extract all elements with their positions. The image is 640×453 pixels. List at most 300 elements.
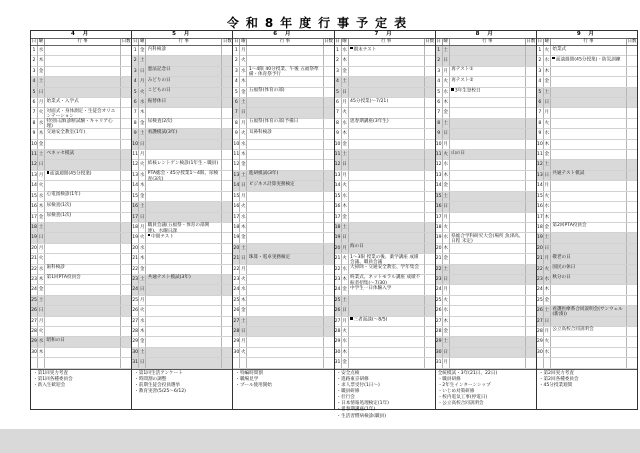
day-number-cell: 31 <box>132 358 139 368</box>
event-cell: 1〜3限 授業の後、薬学講座 成績会議、職員会議 <box>349 254 425 265</box>
weekday-cell: 火 <box>240 56 247 66</box>
day-row <box>132 275 232 285</box>
day-number-cell: 3 <box>132 67 139 77</box>
count-cell <box>425 213 435 223</box>
col-header-day: 日 <box>234 39 239 44</box>
event-cell <box>551 348 627 358</box>
event-cell <box>146 296 222 306</box>
weekday-cell: 月 <box>443 285 450 295</box>
event-cell <box>146 285 222 295</box>
day-number-cell: 18 <box>537 223 544 233</box>
day-row <box>132 223 232 233</box>
count-cell <box>222 129 232 139</box>
weekday-cell: 木 <box>342 129 349 139</box>
count-cell <box>222 181 232 191</box>
count-cell <box>526 213 536 223</box>
col-header-weekday: 曜 <box>38 39 44 44</box>
day-number-cell: 9 <box>335 129 342 139</box>
count-cell <box>627 296 637 306</box>
day-row <box>233 119 333 129</box>
count-cell <box>526 285 536 295</box>
day-number-cell: 11 <box>335 150 342 160</box>
weekday-cell: 水 <box>38 337 45 347</box>
day-number-cell: 11 <box>537 150 544 160</box>
day-row <box>335 202 435 212</box>
count-cell <box>324 181 334 191</box>
count-cell <box>526 223 536 233</box>
day-row <box>537 192 637 202</box>
day-row <box>132 46 232 56</box>
column-headers <box>537 39 637 46</box>
day-number-cell: 11 <box>31 150 38 160</box>
event-cell <box>146 56 222 66</box>
day-number-cell: 19 <box>436 233 443 244</box>
day-row <box>537 202 637 212</box>
event-cell <box>45 56 121 66</box>
col-header-day: 日 <box>537 39 543 44</box>
day-number-cell: 7 <box>537 108 544 118</box>
weekday-cell: 日 <box>38 233 45 243</box>
count-cell <box>627 108 637 118</box>
column-headers <box>233 39 333 46</box>
event-cell <box>247 317 323 327</box>
weekday-cell: 水 <box>342 337 349 347</box>
day-row <box>31 56 131 66</box>
event-cell <box>45 358 121 367</box>
day-number-cell: 31 <box>335 358 342 368</box>
event-cell: 歯科検診 <box>45 265 121 275</box>
weekday-cell: 月 <box>342 98 349 108</box>
event-cell <box>551 244 627 254</box>
weekday-cell: 水 <box>544 202 551 212</box>
event-cell <box>247 192 323 202</box>
day-number-cell: 25 <box>31 296 38 306</box>
day-number-cell: 8 <box>233 119 240 129</box>
day-row <box>233 150 333 160</box>
day-number-cell: 17 <box>132 213 139 223</box>
count-cell <box>222 285 232 295</box>
weekday-cell: 月 <box>240 337 247 347</box>
weekday-cell: 金 <box>544 223 551 233</box>
count-cell <box>627 98 637 108</box>
count-cell <box>425 358 435 368</box>
day-row <box>233 348 333 358</box>
count-cell <box>222 233 232 243</box>
day-row <box>233 296 333 306</box>
event-cell <box>551 119 627 129</box>
day-number-cell: 14 <box>537 181 544 191</box>
day-number-cell: 16 <box>132 202 139 212</box>
day-number-cell: 29 <box>31 337 38 347</box>
day-row <box>537 77 637 87</box>
weekday-cell: 金 <box>443 254 450 264</box>
weekday-cell: 火 <box>443 150 450 160</box>
count-cell <box>222 265 232 275</box>
day-row <box>537 244 637 254</box>
event-cell <box>247 348 323 358</box>
day-row <box>335 213 435 223</box>
event-cell: 3年生登校日 <box>450 88 526 98</box>
count-cell <box>324 223 334 233</box>
event-cell <box>450 348 526 358</box>
day-number-cell: 23 <box>537 275 544 285</box>
day-number-cell: 20 <box>537 244 544 254</box>
weekday-cell: 土 <box>443 119 450 129</box>
month-header: 6 月 <box>233 31 333 39</box>
count-cell <box>222 192 232 202</box>
count-cell <box>425 327 435 337</box>
weekday-cell: 月 <box>240 265 247 275</box>
count-cell <box>627 171 637 181</box>
day-number-cell: 1 <box>537 46 544 56</box>
day-row <box>233 129 333 139</box>
count-cell <box>526 233 536 244</box>
col-header-count: 日数 <box>425 39 435 44</box>
weekday-cell: 水 <box>139 317 146 327</box>
count-cell <box>526 192 536 202</box>
day-number-cell: 23 <box>436 275 443 285</box>
count-cell <box>526 56 536 66</box>
weekday-cell: 木 <box>38 275 45 285</box>
event-cell <box>45 296 121 306</box>
event-cell <box>551 317 627 327</box>
count-cell <box>324 296 334 306</box>
day-row <box>31 223 131 233</box>
day-row <box>233 202 333 212</box>
day-row <box>31 317 131 327</box>
day-number-cell: 2 <box>537 56 544 66</box>
count-cell <box>627 67 637 77</box>
event-cell <box>450 98 526 108</box>
weekday-cell: 火 <box>240 348 247 358</box>
day-row <box>132 119 232 129</box>
event-cell <box>551 213 627 223</box>
event-cell: 振替休日 <box>146 98 222 108</box>
day-row <box>436 56 536 66</box>
day-row <box>31 348 131 358</box>
weekday-cell: 火 <box>544 192 551 202</box>
count-cell <box>425 181 435 191</box>
day-row <box>335 150 435 160</box>
count-cell <box>222 337 232 347</box>
count-cell <box>526 46 536 56</box>
weekday-cell: 水 <box>38 265 45 275</box>
note-line: 全統模試・3年(21日、22日) <box>437 371 498 377</box>
day-row <box>233 192 333 202</box>
weekday-cell: 月 <box>342 171 349 181</box>
day-number-cell: 25 <box>132 296 139 306</box>
event-cell <box>45 88 121 98</box>
day-number-cell: 1 <box>31 46 38 56</box>
event-cell: 看護模試(3年) <box>146 129 222 139</box>
col-header-event: 行 事 <box>247 39 323 45</box>
event-cell: 進研模試(3年) <box>247 171 323 181</box>
day-row <box>537 275 637 285</box>
weekday-cell: 月 <box>240 46 247 56</box>
col-header-event: 行 事 <box>146 39 222 45</box>
event-cell: 五福祭(体育の部) <box>247 88 323 98</box>
day-row <box>132 327 232 337</box>
day-row <box>335 181 435 191</box>
event-cell <box>349 77 425 87</box>
day-row <box>537 171 637 181</box>
count-cell <box>121 129 131 139</box>
count-cell <box>425 160 435 170</box>
day-number-cell: 3 <box>335 67 342 77</box>
day-row <box>233 223 333 233</box>
day-number-cell: 13 <box>132 171 139 182</box>
event-cell <box>551 150 627 160</box>
day-row <box>335 337 435 347</box>
day-number-cell: 3 <box>537 67 544 77</box>
weekday-cell: 金 <box>342 213 349 223</box>
event-cell <box>247 46 323 56</box>
count-cell <box>324 306 334 316</box>
count-cell <box>627 150 637 160</box>
day-row <box>132 56 232 66</box>
event-cell: 秋分の日 <box>551 275 627 285</box>
day-row <box>31 88 131 98</box>
month-header: 4 月 <box>31 31 131 39</box>
day-row <box>335 140 435 150</box>
weekday-cell: 金 <box>38 67 45 77</box>
weekday-cell: 土 <box>38 77 45 87</box>
day-number-cell: 5 <box>31 88 38 98</box>
event-cell <box>349 181 425 191</box>
count-cell <box>121 56 131 66</box>
weekday-cell: 金 <box>443 327 450 337</box>
count-cell <box>425 306 435 316</box>
event-cell: 心電図検診(1年) <box>45 192 121 202</box>
day-number-cell: 17 <box>537 213 544 223</box>
day-number-cell: 4 <box>132 77 139 87</box>
weekday-cell <box>38 358 45 367</box>
event-cell: 山の日 <box>450 150 526 160</box>
day-number-cell: 28 <box>537 327 544 337</box>
weekday-cell: 木 <box>342 202 349 212</box>
count-cell <box>627 140 637 150</box>
event-cell <box>551 233 627 243</box>
weekday-cell: 日 <box>38 88 45 98</box>
day-number-cell: 21 <box>436 254 443 264</box>
day-number-cell: 15 <box>31 192 38 202</box>
count-cell <box>324 265 334 275</box>
day-row <box>132 306 232 316</box>
count-cell <box>222 77 232 87</box>
day-number-cell: 1 <box>233 46 240 56</box>
day-row <box>132 233 232 243</box>
weekday-cell: 水 <box>240 140 247 150</box>
event-cell: みどりの日 <box>146 77 222 87</box>
count-cell <box>526 108 536 118</box>
day-number-cell: 9 <box>537 129 544 139</box>
day-row <box>233 88 333 98</box>
day-number-cell: 10 <box>537 140 544 150</box>
multi-day-marker <box>148 234 151 237</box>
count-cell <box>627 88 637 98</box>
weekday-cell: 火 <box>544 265 551 275</box>
day-row <box>31 46 131 56</box>
weekday-cell: 火 <box>139 160 146 170</box>
day-row <box>537 150 637 160</box>
day-row <box>132 160 232 170</box>
day-number-cell: 28 <box>233 327 240 337</box>
weekday-cell: 水 <box>342 119 349 129</box>
weekday-cell: 木 <box>38 348 45 358</box>
day-row <box>436 77 536 87</box>
day-row <box>537 337 637 347</box>
count-cell <box>222 244 232 254</box>
count-cell <box>627 275 637 285</box>
day-row <box>31 171 131 181</box>
count-cell <box>121 192 131 202</box>
day-row <box>31 77 131 87</box>
weekday-cell: 日 <box>443 202 450 212</box>
day-row <box>233 140 333 150</box>
weekday-cell: 土 <box>38 296 45 306</box>
col-header-day: 日 <box>31 39 37 44</box>
count-cell <box>526 119 536 129</box>
day-row <box>436 98 536 108</box>
event-cell: 特別日課(診断試験・キャリア心理) <box>45 119 121 130</box>
event-cell <box>247 108 323 118</box>
count-cell <box>121 285 131 295</box>
count-cell <box>526 337 536 347</box>
event-cell <box>247 275 323 285</box>
day-row <box>436 108 536 118</box>
count-cell <box>627 244 637 254</box>
count-cell <box>526 160 536 170</box>
event-cell <box>450 171 526 181</box>
day-row <box>436 348 536 358</box>
note-line: ・公立高校合同説明会 <box>437 401 484 407</box>
day-row <box>233 358 333 368</box>
month-column-7 <box>334 31 436 419</box>
count-cell <box>425 192 435 202</box>
count-cell <box>526 77 536 87</box>
weekday-cell: 月 <box>240 192 247 202</box>
count-cell <box>121 265 131 275</box>
count-cell <box>324 140 334 150</box>
weekday-cell <box>544 358 551 367</box>
weekday-cell: 火 <box>342 108 349 118</box>
day-row <box>233 285 333 295</box>
weekday-cell: 土 <box>544 306 551 317</box>
day-number-cell: 9 <box>233 129 240 139</box>
day-number-cell: 17 <box>233 213 240 223</box>
day-row <box>31 358 131 368</box>
weekday-cell: 木 <box>240 77 247 87</box>
day-row <box>335 160 435 170</box>
event-cell <box>450 244 526 254</box>
day-number-cell: 26 <box>537 306 544 317</box>
event-cell <box>450 213 526 223</box>
event-cell <box>450 327 526 337</box>
event-cell <box>247 98 323 108</box>
day-row <box>436 192 536 202</box>
event-cell <box>450 181 526 191</box>
event-cell: 尿検査(2次) <box>146 119 222 129</box>
weekday-cell: 日 <box>240 108 247 118</box>
count-cell <box>222 67 232 77</box>
event-cell <box>247 296 323 306</box>
day-row <box>132 337 232 347</box>
event-cell: 面談週間(45分授業)・防災訓練 <box>551 56 627 66</box>
event-cell <box>349 192 425 202</box>
count-cell <box>121 213 131 223</box>
event-cell <box>45 181 121 191</box>
day-number-cell: 15 <box>537 192 544 202</box>
event-cell <box>247 327 323 337</box>
day-row <box>233 265 333 275</box>
count-cell <box>627 213 637 223</box>
day-row <box>31 160 131 170</box>
weekday-cell: 日 <box>240 254 247 264</box>
day-number-cell: 17 <box>31 213 38 223</box>
event-cell: 中間テスト <box>146 233 222 243</box>
weekday-cell: 日 <box>544 244 551 254</box>
weekday-cell: 木 <box>544 285 551 295</box>
weekday-cell: 水 <box>443 88 450 98</box>
day-number-cell: 15 <box>132 192 139 202</box>
day-number-cell: 29 <box>132 337 139 347</box>
day-number-cell: 27 <box>436 317 443 327</box>
day-row <box>132 98 232 108</box>
weekday-cell: 木 <box>240 296 247 306</box>
month-notes <box>537 369 637 409</box>
day-row <box>537 358 637 368</box>
weekday-cell: 木 <box>342 275 349 286</box>
weekday-cell: 日 <box>544 317 551 327</box>
weekday-cell: 日 <box>139 358 146 368</box>
weekday-cell: 水 <box>443 306 450 316</box>
event-cell <box>450 129 526 139</box>
event-cell <box>45 306 121 316</box>
day-row <box>335 77 435 87</box>
event-cell <box>551 98 627 108</box>
day-number-cell: 28 <box>436 327 443 337</box>
weekday-cell: 水 <box>443 233 450 244</box>
event-cell: 第2回PTA役員会 <box>551 223 627 233</box>
weekday-cell: 土 <box>443 192 450 202</box>
event-cell <box>247 337 323 347</box>
month-column-6 <box>233 31 334 409</box>
count-cell <box>526 129 536 139</box>
weekday-cell: 月 <box>38 171 45 181</box>
multi-day-marker <box>350 47 353 50</box>
day-number-cell: 27 <box>233 317 240 327</box>
weekday-cell: 金 <box>240 233 247 243</box>
day-row <box>335 108 435 118</box>
weekday-cell: 木 <box>443 244 450 254</box>
day-number-cell: 8 <box>132 119 139 129</box>
weekday-cell: 日 <box>240 327 247 337</box>
day-row <box>436 67 536 77</box>
month-column-9 <box>537 31 638 409</box>
event-cell <box>247 223 323 233</box>
day-row <box>436 129 536 139</box>
day-number-cell: 6 <box>436 98 443 108</box>
weekday-cell: 土 <box>443 337 450 347</box>
count-cell <box>222 150 232 160</box>
weekday-cell: 金 <box>342 285 349 295</box>
count-cell <box>425 140 435 150</box>
day-number-cell: 8 <box>31 119 38 130</box>
day-number-cell: 2 <box>233 56 240 66</box>
day-row <box>335 56 435 66</box>
day-row <box>31 140 131 150</box>
count-cell <box>121 140 131 150</box>
